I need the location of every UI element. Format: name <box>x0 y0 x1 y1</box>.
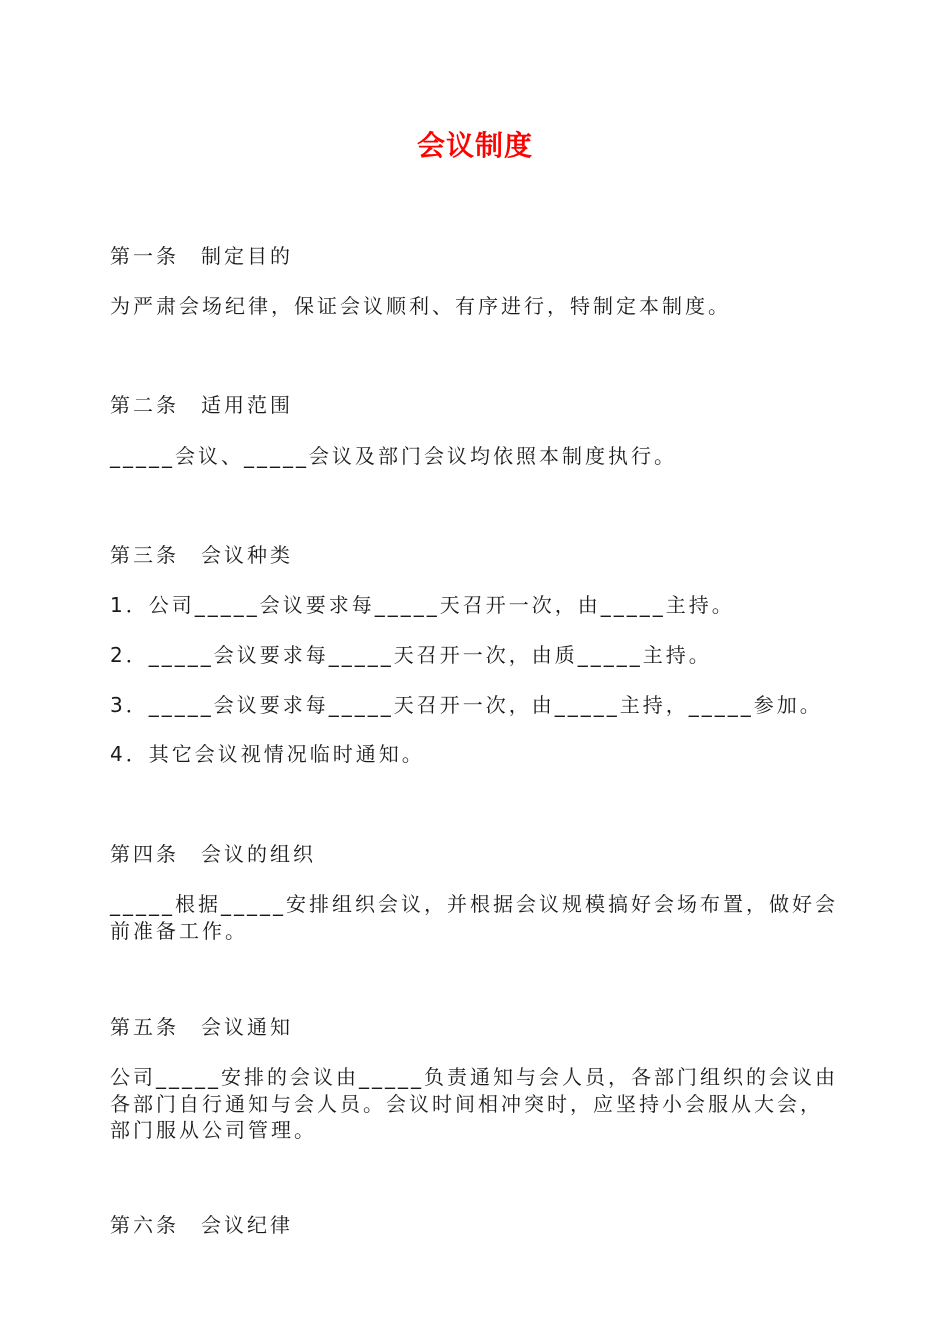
section-name: 制定目的 <box>201 244 293 268</box>
section-body-2: _____会议、_____会议及部门会议均依照本制度执行。 <box>110 444 677 468</box>
section-name: 会议的组织 <box>201 842 316 866</box>
section-body-4: _____根据_____安排组织会议，并根据会议规模搞好会场布置，做好会前准备工作。 <box>110 892 838 943</box>
section-number: 第五条 <box>110 1015 179 1039</box>
list-item: 3．_____会议要求每_____天召开一次，由_____主持，_____参加。 <box>110 693 823 717</box>
section-heading-5 <box>110 1014 845 1040</box>
section-number: 第一条 <box>110 244 179 268</box>
section-name: 会议通知 <box>201 1015 293 1039</box>
section-heading-1 <box>110 243 845 269</box>
section-number: 第六条 <box>110 1213 179 1237</box>
section-heading-6 <box>110 1212 845 1238</box>
section-name: 适用范围 <box>201 393 293 417</box>
section-number: 第四条 <box>110 842 179 866</box>
section-number: 第三条 <box>110 543 179 567</box>
list-item: 2．_____会议要求每_____天召开一次，由质_____主持。 <box>110 643 712 667</box>
section-body-5: 公司_____安排的会议由_____负责通知与会人员，各部门组织的会议由各部门自行通知与会人员。会议时间相冲突时，应坚持小会服从大会，部门服从公司管理。 <box>110 1065 838 1142</box>
section-heading-2 <box>110 392 845 418</box>
list-item: 4．其它会议视情况临时通知。 <box>110 742 425 766</box>
list-item: 1．公司_____会议要求每_____天召开一次，由_____主持。 <box>110 593 735 617</box>
document-title: 会议制度 <box>416 129 533 162</box>
section-heading-3 <box>110 542 845 568</box>
section-heading-4 <box>110 841 845 867</box>
section-number: 第二条 <box>110 393 179 417</box>
section-name: 会议纪律 <box>201 1213 293 1237</box>
section-body-1: 为严肃会场纪律，保证会议顺利、有序进行，特制定本制度。 <box>110 294 731 318</box>
section-name: 会议种类 <box>201 543 293 567</box>
